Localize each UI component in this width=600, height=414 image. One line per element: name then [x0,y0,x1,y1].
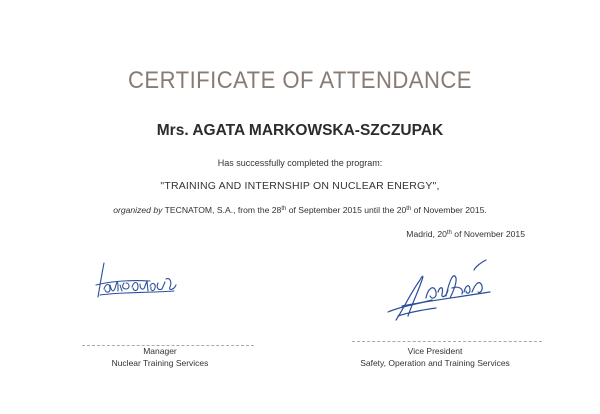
manager-caption [70,345,250,369]
place-suffix: of November 2015 [451,229,525,239]
place-date [406,229,525,239]
signatory-role: Manager [143,346,177,356]
vice-president-caption [330,345,540,369]
recipient-name: Mrs. AGATA MARKOWSKA-SZCZUPAK [156,122,444,139]
date-middle-text: of September 2015 until the 20 [286,205,407,215]
signatory-role: Vice President [407,346,463,356]
ordinal-suffix: th [281,206,287,212]
vice-president-signature [382,258,500,326]
signatory-unit: Safety, Operation and Training Services [360,358,510,368]
signature-line [352,341,542,342]
signatory-unit: Nuclear Training Services [111,358,209,368]
ordinal-suffix: th [446,230,452,236]
place-prefix: Madrid, 20 [406,229,447,239]
date-end-text: of November 2015. [411,205,487,215]
program-name: "TRAINING AND INTERNSHIP ON NUCLEAR ENERGY", [160,180,440,192]
organizer-dates [0,205,600,215]
manager-signature [92,255,192,303]
completion-statement: Has successfully completed the program: [217,158,383,168]
organizer-text: TECNATOM, S.A., from the 28 [162,205,282,215]
organized-prefix: organized by [113,205,163,215]
certificate-title: CERTIFICATE OF ATTENDANCE [128,67,472,94]
ordinal-suffix: th [406,206,412,212]
